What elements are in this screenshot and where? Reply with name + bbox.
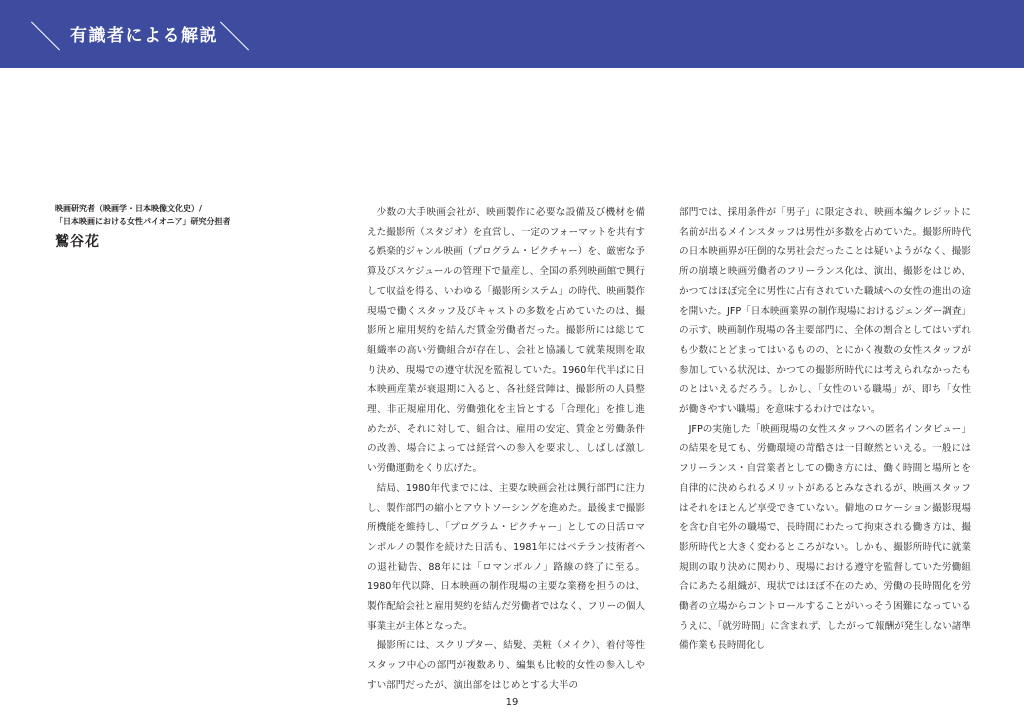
author-role-line-2: 「日本映画における女性パイオニア」研究分担者 [55, 217, 231, 226]
section-title: 有識者による解説 [70, 26, 218, 46]
article-column-left [367, 203, 645, 696]
paragraph: JFPの実施した「映画現場の女性スタッフへの匿名インタビュー」の結果を見ても、労働環境の苛酷さは一目瞭然といえる。一般にはフリーランス・自営業者としての働き方には、働く時間と場所とを自律的に決められるメリットがあるとみなされるが、映画スタッフはそれをほとんど享受できていない。僻地のロケーション撮影現場を含む自宅外の職場で、長時間にわたって拘束される働き方は、撮影所時代と大きく変わるところがない。しかも、撮影所時代に就業規則の取り決めに関わり、現場における遵守を監督していた労働組合にあたる組織が、現状ではほぼ不在のため、労働の長時間化を労働者の立場からコントロールすることがいっそう困難になっているうえに、「就労時間」に含まれず、したがって報酬が発生しない諸準備作業も長時間化し [679, 423, 971, 652]
section-header-bar [0, 0, 1024, 68]
header-slash-decoration-left [31, 22, 60, 51]
author-role-line-1: 映画研究者（映画学・日本映像文化史）/ [55, 204, 202, 213]
paragraph: 部門では、採用条件が「男子」に限定され、映画本編クレジットに名前が出るメインスタッフは男性が多数を占めていた。撮影所時代の日本映画界が圧倒的な男社会だったことは疑いようがなく、撮影所の崩壊と映画労働者のフリーランス化は、演出、撮影をはじめ、かつてはほぼ完全に男性に占有されていた職域への女性の進出の途を開いた。JFP「日本映画業界の制作現場におけるジェンダー調査」の示す、映画制作現場の各主要部門に、全体の割合としてはいずれも少数にとどまってはいるものの、とにかく複数の女性スタッフが参加している状況は、かつての撮影所時代には考えられなかったものとはいえるだろう。しかし、「女性のいる職場」が、即ち「女性が働きやすい職場」を意味するわけではない。 [679, 207, 971, 416]
paragraph: 撮影所には、スクリプター、結髪、美粧（メイク）、着付等性スタッフ中心の部門が複数あり、編集も比較的女性の参入しやすい部門だったが、演出部をはじめとする大半の [367, 640, 645, 691]
author-name: 鷲谷花 [55, 234, 100, 250]
paragraph: 結局、1980年代までには、主要な映画会社は興行部門に注力し、製作部門の縮小とアウトソーシングを進めた。最後まで撮影所機能を維持し、「プログラム・ピクチャー」としての日活ロマンポルノの製作を続けた日活も、1981年にはベテラン技術者への退社勧告、88年には「ロマンポルノ」路線の終了に至る。1980年代以降、日本映画の制作現場の主要な業務を担うのは、製作配給会社と雇用契約を結んだ労働者ではなく、フリーの個人事業主が主体となった。 [367, 482, 645, 632]
page-number: 19 [505, 697, 519, 708]
paragraph: 少数の大手映画会社が、映画製作に必要な設備及び機材を備えた撮影所（スタジオ）を直営し、一定のフォーマットを共有する娯楽的ジャンル映画（プログラム・ピクチャー）を、厳密な予算及びスケジュールの管理下で量産し、全国の系列映画館で興行して収益を得る、いわゆる「撮影所システム」の時代、映画製作現場で働くスタッフ及びキャストの多数を占めていたのは、撮影所と雇用契約を結んだ賃金労働者だった。撮影所には総じて組織率の高い労働組合が存在し、会社と協議して就業規則を取り決め、現場での遵守状況を監視していた。1960年代半ばに日本映画産業が衰退期に入ると、各社経営陣は、撮影所の人員整理、非正規雇用化、労働強化を主旨とする「合理化」を推し進めたが、それに対して、組合は、雇用の安定、賃金と労働条件の改善、場合によっては経営への参入を要求し、しばしば激しい労働運動をくり広げた。 [367, 207, 645, 475]
author-info [55, 202, 285, 251]
article-column-right [679, 203, 971, 656]
header-slash-decoration-right [220, 22, 249, 51]
